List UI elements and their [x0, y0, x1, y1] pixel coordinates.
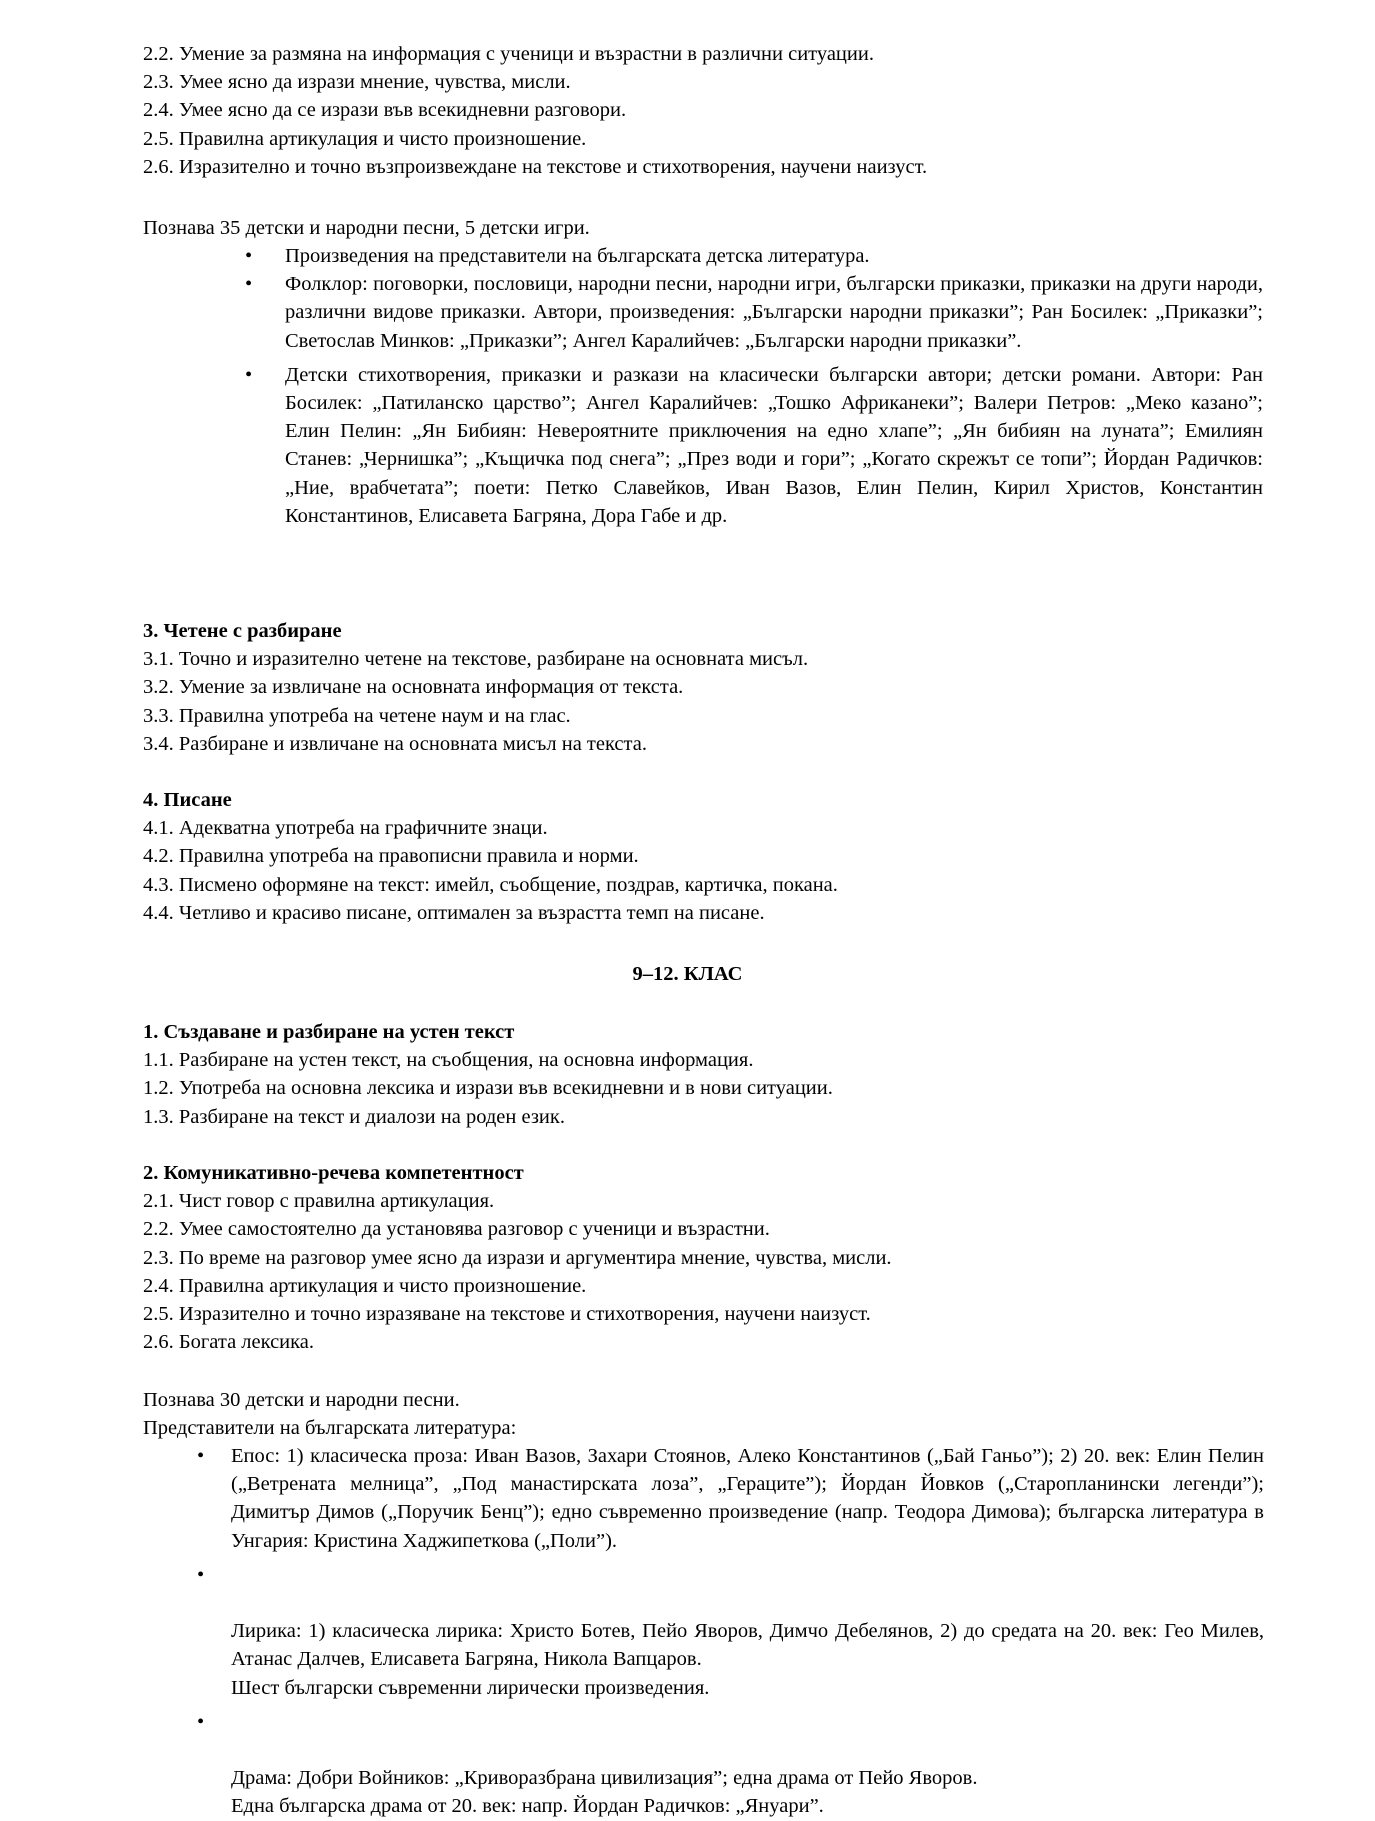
section-heading: 2. Комуникативно-речева компетентност — [143, 1162, 524, 1184]
representatives-line: Представители на българската литература: — [143, 1417, 517, 1440]
bullet-item — [197, 1442, 1264, 1555]
list-item: 2.2. Умение за размяна на информация с ученици и възрастни в различни ситуации. — [143, 43, 874, 65]
bullet-icon: • — [245, 273, 253, 296]
bullet-icon: • — [245, 363, 253, 386]
list-item: 2.4. Правилна артикулация и чисто произношение. — [143, 1274, 587, 1297]
literature-genre-list — [197, 1442, 1264, 1821]
section-reading — [143, 617, 808, 758]
list-item: 1.1. Разбиране на устен текст, на съобщения, на основна информация. — [143, 1049, 754, 1072]
section-heading: 4. Писане — [143, 789, 232, 811]
bullet-text: Детски стихотворения, приказки и разкази на класически български автори; детски романи. Автори: Ран Босилек: „Патиланско царство”; Ангел Каралийчев: „Тошко Африканеки”; Валери Петров: „Меко казано”; Елин Пелин: „Ян Бибиян: Невероятните приключения на едно хлапе”; „Ян бибиян на луната”; Емилиян Станев: „Чернишка”; „Къщичка под снега”; „През води и гори”; „Когато скрежът се топи”; Йордан Радичков: „Ние, врабчетата”; поети: Петко Славейков, Иван Вазов, Елин Пелин, Кирил Христов, Константин Константинов, Елисавета Багряна, Дора Габе и др. — [285, 363, 1263, 527]
list-item: 1.3. Разбиране на текст и диалози на роден език. — [143, 1105, 565, 1128]
section-oral-text — [143, 1018, 833, 1131]
list-item: 2.5. Изразително и точно изразяване на текстове и стихотворения, научени наизуст. — [143, 1303, 871, 1326]
grade-heading: 9–12. КЛАС — [632, 963, 743, 985]
bullet-icon: • — [197, 1710, 205, 1733]
list-item: 2.1. Чист говор с правилна артикулация. — [143, 1190, 495, 1213]
section-heading: 1. Създаване и разбиране на устен текст — [143, 1021, 515, 1043]
list-item: 4.4. Четливо и красиво писане, оптимален за възрастта темп на писане. — [143, 901, 765, 924]
section-writing — [143, 786, 838, 927]
bullet-text: Лирика: 1) класическа лирика: Христо Ботев, Пейо Яворов, Димчо Дебелянов, 2) до средата на 20. век: Гео Милев, Атанас Далчев, Елисавета Багряна, Никола Вапцаров. Шест български съвременни лирически произведения. — [231, 1620, 1264, 1699]
literature-bullet-list — [245, 242, 1263, 530]
list-item: 3.3. Правилна употреба на четене наум и на глас. — [143, 704, 571, 727]
bullet-text: Епос: 1) класическа проза: Иван Вазов, Захари Стоянов, Алеко Константинов („Бай Ганьо”); 2) 20. век: Елин Пелин („Ветрената мелница”, „Под манастирската лоза”, „Гераците”); Йордан Йовков („Старопланински легенди”); Димитър Димов („Поручик Бенц”); едно съвременно произведение (напр. Теодора Димова); българска литература в Унгария: Кристина Хаджипеткова („Поли”). — [231, 1445, 1264, 1552]
competence-list-continued — [143, 40, 927, 181]
list-item: 4.1. Адекватна употреба на графичните знаци. — [143, 817, 548, 840]
bullet-text: Драма: Добри Войников: „Криворазбрана цивилизация”; една драма от Пейо Яворов. Една българска драма от 20. век: напр. Йордан Радичков: „Януари”. — [231, 1767, 978, 1818]
list-item: 4.2. Правилна употреба на правописни правила и норми. — [143, 845, 639, 868]
list-item: 4.3. Писмено оформяне на текст: имейл, съобщение, поздрав, картичка, покана. — [143, 873, 838, 896]
bullet-icon: • — [197, 1445, 205, 1467]
list-item: 2.3. По време на разговор умее ясно да изрази и аргументира мнение, чувства, мисли. — [143, 1246, 892, 1269]
bullet-item — [245, 270, 1263, 355]
bullet-text: Фолклор: поговорки, пословици, народни песни, народни игри, български приказки, приказки на други народи, различни видове приказки. Автори, произведения: „Български народни приказки”; Ран Босилек: „Приказки”; Светослав Минков: „Приказки”; Ангел Каралийчев: „Български народни приказки”. — [285, 273, 1263, 352]
list-item: 2.3. Умее ясно да изрази мнение, чувства, мисли. — [143, 71, 571, 94]
bullet-icon: • — [245, 245, 253, 267]
list-item: 1.2. Употреба на основна лексика и изрази във всекидневни и в нови ситуации. — [143, 1077, 833, 1100]
knows-songs-line: Познава 30 детски и народни песни. — [143, 1389, 460, 1411]
list-item: 2.5. Правилна артикулация и чисто произношение. — [143, 127, 587, 150]
list-item: 3.2. Умение за извличане на основната информация от текста. — [143, 676, 684, 699]
bullet-text: Произведения на представители на българската детска литература. — [285, 245, 870, 267]
knows-songs-line: Познава 35 детски и народни песни, 5 детски игри. — [143, 217, 590, 239]
list-item: 2.6. Изразително и точно възпроизвеждане на текстове и стихотворения, научени наизуст. — [143, 155, 928, 178]
list-item: 2.2. Умее самостоятелно да установява разговор с ученици и възрастни. — [143, 1218, 770, 1241]
list-item: 2.4. Умее ясно да се изрази във всекидневни разговори. — [143, 99, 627, 122]
bullet-icon: • — [197, 1563, 205, 1586]
bullet-item — [197, 1708, 1264, 1821]
section-heading: 3. Четене с разбиране — [143, 620, 342, 642]
bullet-item — [197, 1561, 1264, 1702]
section-communicative — [143, 1159, 892, 1356]
bullet-item — [245, 242, 1263, 270]
literature-intro — [143, 1386, 516, 1442]
list-item: 3.1. Точно и изразително четене на текстове, разбиране на основната мисъл. — [143, 648, 809, 671]
bullet-item — [245, 361, 1263, 530]
list-item: 2.6. Богата лексика. — [143, 1331, 315, 1354]
list-item: 3.4. Разбиране и извличане на основната мисъл на текста. — [143, 732, 647, 755]
